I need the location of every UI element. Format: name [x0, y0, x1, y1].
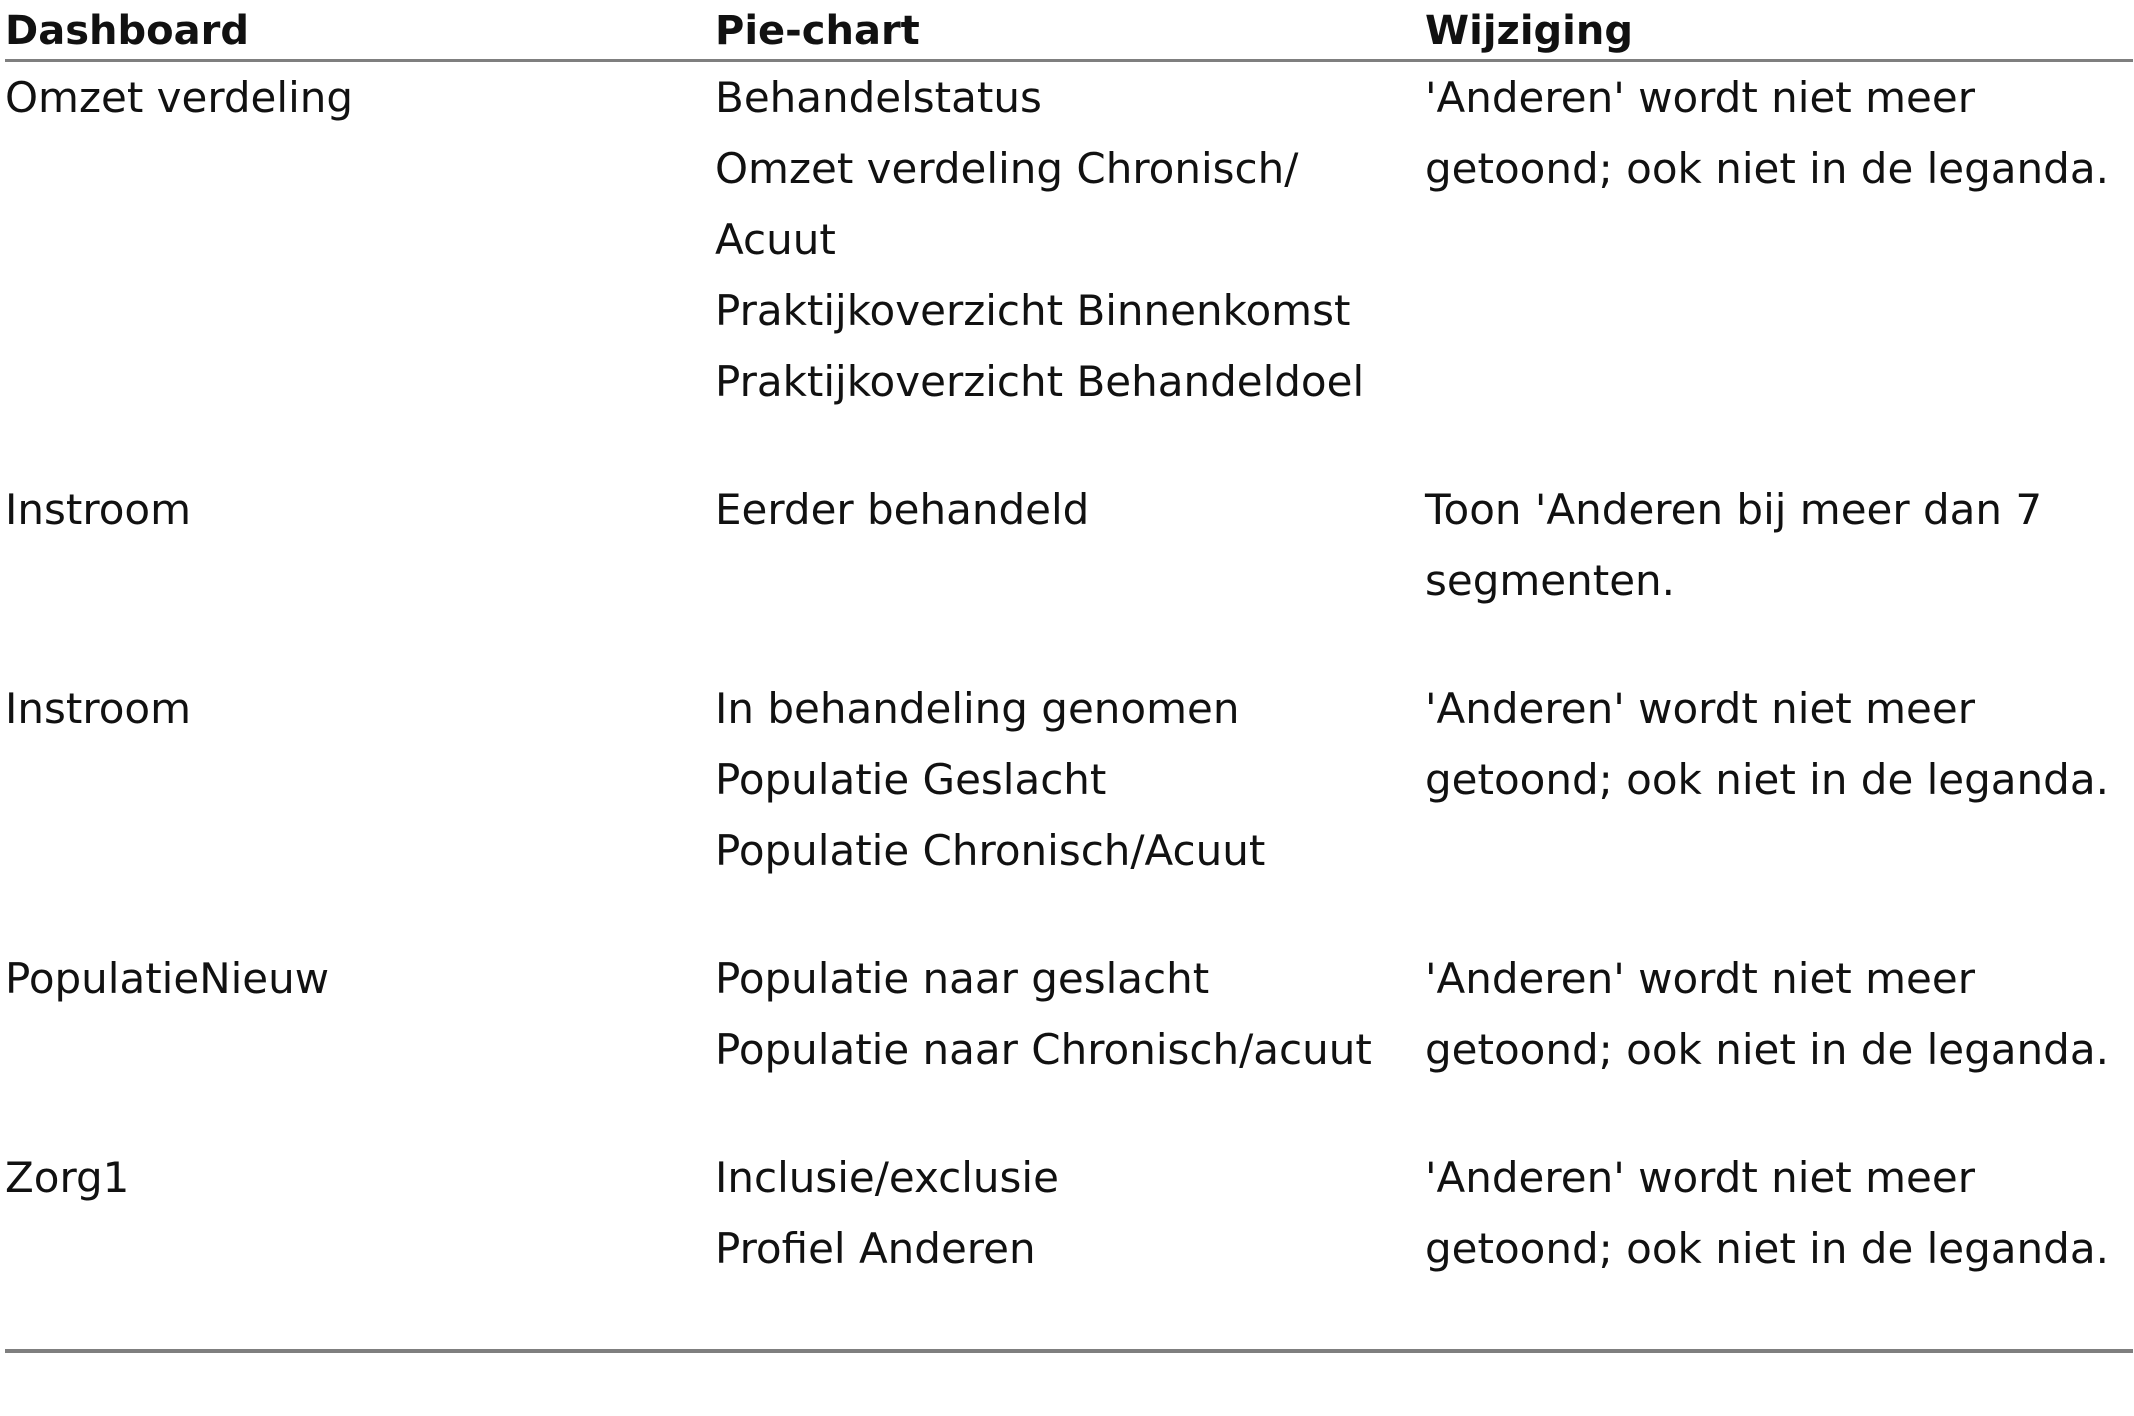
change-cell [1425, 673, 2133, 815]
table-row [5, 1142, 2133, 1284]
pie-chart-name: In behandeling genomen [715, 684, 1240, 733]
table-header [5, 0, 2133, 62]
pie-chart-name: Praktijkoverzicht Binnenkomst [715, 286, 1351, 335]
table-row [5, 673, 2133, 886]
change-text: getoond; ook niet in de leganda. [1425, 144, 2109, 193]
dashboard-cell [5, 62, 715, 133]
change-text: segmenten. [1425, 556, 1676, 605]
pie-chart-cell [715, 673, 1425, 886]
pie-chart-name: Populatie Chronisch/Acuut [715, 826, 1266, 875]
pie-chart-cell [715, 474, 1425, 545]
dashboard-cell [5, 943, 715, 1014]
dashboard-name: Instroom [5, 485, 192, 534]
dashboard-cell [5, 474, 715, 545]
header-wijziging: Wijziging [1425, 8, 1633, 54]
pie-chart-cell [715, 62, 1425, 417]
pie-chart-name: Inclusie/exclusie [715, 1153, 1059, 1202]
table-bottom-rule [5, 1349, 2133, 1353]
table-row [5, 943, 2133, 1085]
change-cell [1425, 943, 2133, 1085]
change-cell [1425, 62, 2133, 204]
pie-chart-cell [715, 1142, 1425, 1284]
dashboard-name: Omzet verdeling [5, 73, 354, 122]
change-text: 'Anderen' wordt niet meer [1425, 684, 1975, 733]
pie-chart-name: Acuut [715, 215, 836, 264]
pie-chart-name: Omzet verdeling Chronisch/ [715, 144, 1299, 193]
table-row [5, 474, 2133, 616]
change-text: 'Anderen' wordt niet meer [1425, 73, 1975, 122]
change-text: getoond; ook niet in de leganda. [1425, 755, 2109, 804]
pie-chart-name: Eerder behandeld [715, 485, 1090, 534]
dashboard-cell [5, 673, 715, 744]
change-table [5, 0, 2133, 1284]
pie-chart-cell [715, 943, 1425, 1085]
change-text: getoond; ook niet in de leganda. [1425, 1224, 2109, 1273]
change-cell [1425, 474, 2133, 616]
dashboard-cell [5, 1142, 715, 1213]
pie-chart-name: Profiel Anderen [715, 1224, 1036, 1273]
change-text: Toon 'Anderen bij meer dan 7 [1425, 485, 2043, 534]
table-row [5, 62, 2133, 417]
dashboard-name: Zorg1 [5, 1153, 130, 1202]
header-dashboard: Dashboard [5, 8, 249, 54]
pie-chart-name: Populatie Geslacht [715, 755, 1107, 804]
change-text: 'Anderen' wordt niet meer [1425, 954, 1975, 1003]
change-cell [1425, 1142, 2133, 1284]
change-text: 'Anderen' wordt niet meer [1425, 1153, 1975, 1202]
dashboard-name: Instroom [5, 684, 192, 733]
change-text: getoond; ook niet in de leganda. [1425, 1025, 2109, 1074]
pie-chart-name: Behandelstatus [715, 73, 1042, 122]
dashboard-name: PopulatieNieuw [5, 954, 330, 1003]
header-pie-chart: Pie-chart [715, 8, 920, 54]
pie-chart-name: Populatie naar Chronisch/acuut [715, 1025, 1372, 1074]
pie-chart-name: Praktijkoverzicht Behandeldoel [715, 357, 1365, 406]
pie-chart-name: Populatie naar geslacht [715, 954, 1210, 1003]
